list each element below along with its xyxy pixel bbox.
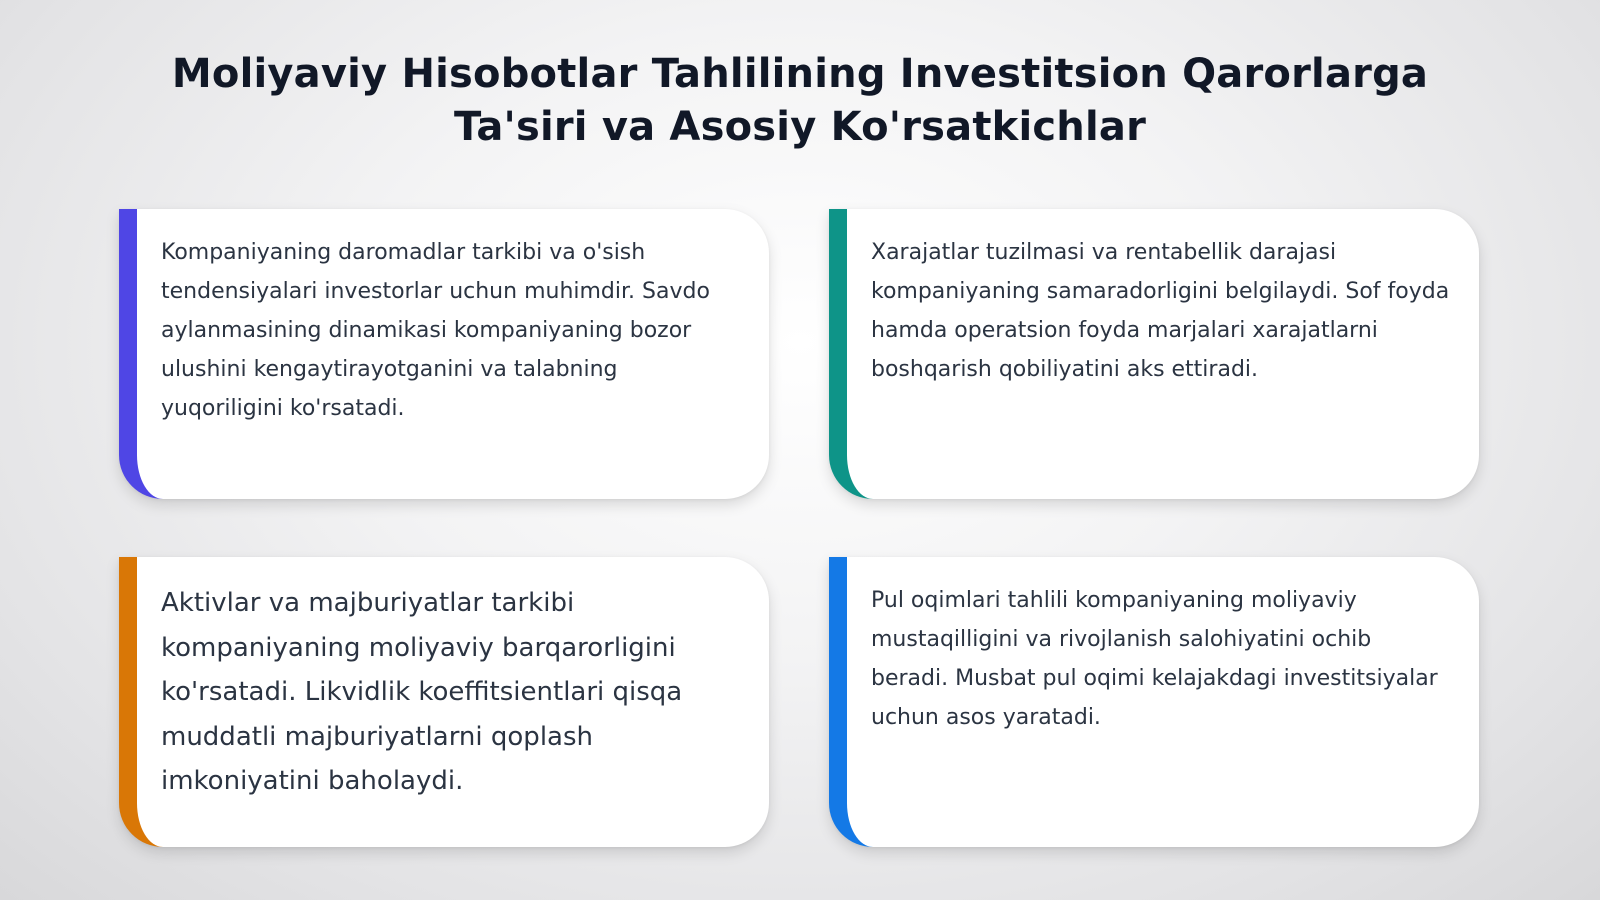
card-text: Aktivlar va majburiyatlar tarkibi kompaniyaning moliyaviy barqarorligini ko'rsatadi. Likvidlik koeffitsientlari qisqa muddatli majburiyatlarni qoplash imkoniyatini baholaydi. xyxy=(161,588,683,796)
page-title: Moliyaviy Hisobotlar Tahlilining Investitsion Qarorlarga Ta'siri va Asosiy Ko'rsatkichlar xyxy=(171,51,1429,150)
info-card-cashflow xyxy=(829,557,1479,847)
card-text: Kompaniyaning daromadlar tarkibi va o'sish tendensiyalari investorlar uchun muhimdir. Savdo aylanmasining dinamikasi kompaniyaning bozor ulushini kengaytirayotganini va talabning yuqoriligini ko'rsatadi. xyxy=(161,240,710,421)
card-text: Pul oqimlari tahlili kompaniyaning moliyaviy mustaqilligini va rivojlanish salohiyatini ochib beradi. Musbat pul oqimi kelajakdagi investitsiyalar uchun asos yaratadi. xyxy=(871,588,1438,730)
card-text: Xarajatlar tuzilmasi va rentabellik darajasi kompaniyaning samaradorligini belgilaydi. Sof foyda hamda operatsion foyda marjalari xarajatlarni boshqarish qobiliyatini aks ettiradi. xyxy=(871,240,1450,382)
info-card-revenue xyxy=(119,209,769,499)
info-card-assets xyxy=(119,557,769,847)
info-card-costs xyxy=(829,209,1479,499)
